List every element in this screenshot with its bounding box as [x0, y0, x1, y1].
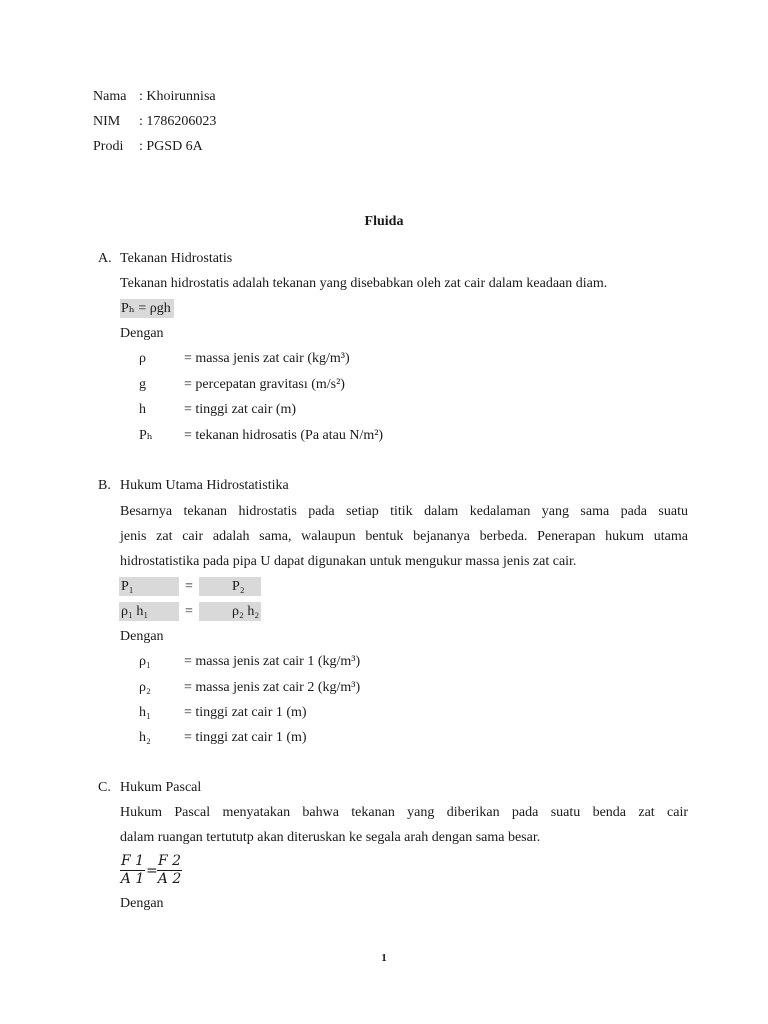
fraction-f1-a1	[120, 853, 145, 888]
section-b-letter: B.	[98, 478, 111, 493]
def-description: = percepatan gravitası (m/s²)	[184, 377, 345, 392]
def-description: = massa jenis zat cair (kg/m³)	[184, 351, 350, 366]
def-description: = tinggi zat cair 1 (m)	[184, 705, 307, 720]
fraction-numerator: F 1	[121, 853, 145, 869]
equation-highlight	[199, 577, 261, 596]
fraction-denominator: A 1	[120, 871, 145, 887]
def-symbol: g	[139, 377, 146, 392]
section-a-formula: Pₕ = ρgh	[121, 301, 171, 316]
section-b-dengan: Dengan	[120, 629, 164, 644]
def-description: = tekanan hidrosatis (Pa atau N/m²)	[184, 428, 384, 443]
name-label: Nama	[93, 89, 127, 104]
page-number: 1	[381, 952, 387, 964]
nim-value: : 1786206023	[139, 114, 217, 129]
fraction-denominator: A 2	[157, 871, 182, 887]
equation-1-left: P₁	[121, 579, 134, 594]
section-b-paragraph-line: Besarnya tekanan hidrostatis pada setiap titik dalam kedalaman yang sama pada suatu	[120, 504, 688, 519]
def-symbol: h₂	[139, 730, 151, 745]
section-a-text: Tekanan hidrostatis adalah tekanan yang disebabkan oleh zat cair dalam keadaan diam.	[120, 276, 608, 291]
section-c-letter: C.	[98, 780, 111, 795]
def-description: = massa jenis zat cair 2 (kg/m³)	[184, 680, 361, 695]
fraction-f2-a2	[157, 853, 182, 888]
nim-label: NIM	[93, 114, 121, 129]
def-description: = tinggi zat cair 1 (m)	[184, 730, 307, 745]
section-c-heading: Hukum Pascal	[120, 780, 202, 795]
def-description: = tinggi zat cair (m)	[184, 402, 297, 417]
fraction-numerator: F 2	[158, 853, 182, 869]
equation-1-right: P₂	[232, 579, 245, 594]
def-symbol: Pₕ	[139, 428, 153, 443]
def-symbol: h₁	[139, 705, 151, 720]
section-a-dengan: Dengan	[120, 326, 164, 341]
def-symbol: ρ₁	[139, 654, 151, 669]
fraction-equals: =	[146, 863, 158, 879]
section-a-letter: A.	[98, 251, 112, 266]
equation-1-equals: =	[185, 579, 193, 594]
def-symbol: ρ₂	[139, 680, 151, 695]
def-symbol: ρ	[139, 351, 146, 366]
section-c-paragraph-line: dalam ruangan tertututp akan diteruskan ke segala arah dengan sama besar.	[120, 830, 541, 845]
section-c-dengan: Dengan	[120, 896, 164, 911]
section-a-heading: Tekanan Hidrostatis	[120, 251, 233, 266]
section-b-heading: Hukum Utama Hidrostatistika	[120, 478, 289, 493]
section-b-paragraph-line: hidrostatistika pada pipa U dapat digunakan untuk mengukur massa jenis zat cair.	[120, 554, 577, 569]
page-title: Fluida	[364, 214, 404, 229]
section-c-paragraph-line: Hukum Pascal menyatakan bahwa tekanan yang diberikan pada suatu benda zat cair	[120, 805, 688, 820]
equation-2-right: ρ₂ h₂	[232, 604, 260, 619]
def-symbol: h	[139, 402, 146, 417]
section-b-paragraph-line: jenis zat cair adalah sama, walaupun bentuk bejananya berbeda. Penerapan hukum utama	[120, 529, 688, 544]
equation-2-equals: =	[185, 604, 193, 619]
prodi-label: Prodi	[93, 139, 124, 154]
def-description: = massa jenis zat cair 1 (kg/m³)	[184, 654, 361, 669]
name-value: : Khoirunnisa	[139, 89, 216, 104]
prodi-value: : PGSD 6A	[139, 139, 203, 154]
equation-2-left: ρ₁ h₁	[121, 604, 149, 619]
